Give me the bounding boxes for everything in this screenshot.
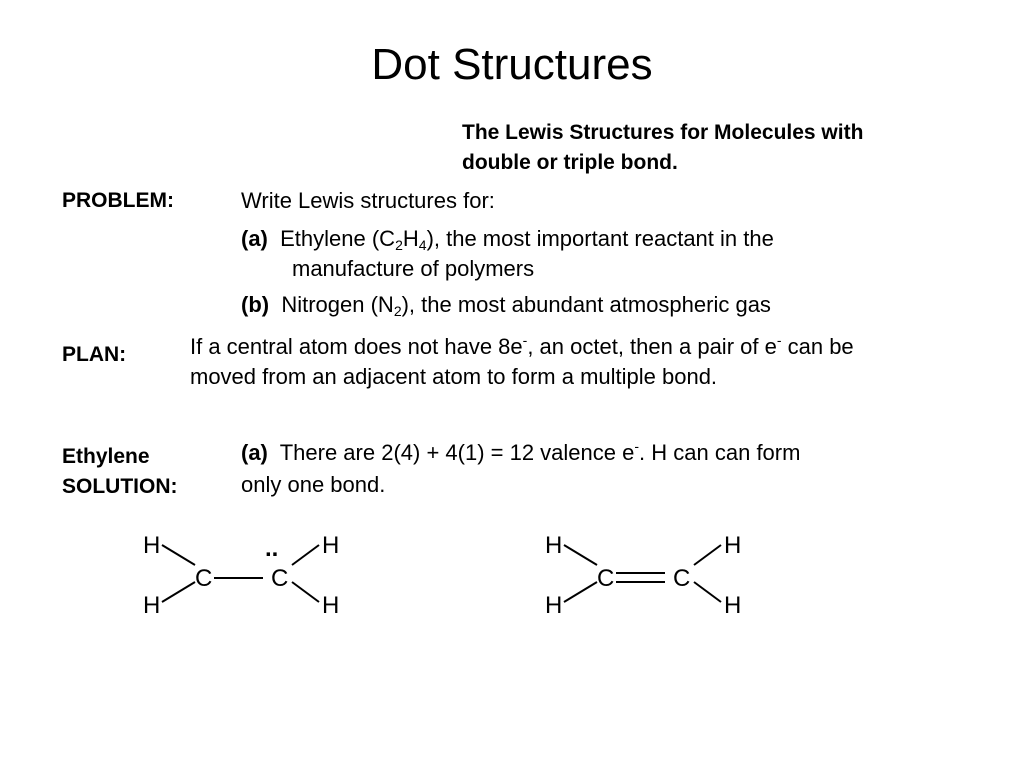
carbon-atom: C <box>673 565 691 592</box>
superscript: - <box>522 332 528 348</box>
carbon-atom: C <box>271 565 289 592</box>
plan-label: PLAN: <box>62 343 127 366</box>
hydrogen-atom: H <box>143 592 161 619</box>
hydrogen-atom: H <box>322 532 340 559</box>
plan-text: If a central atom does not have 8e <box>190 334 523 359</box>
single-bond <box>162 545 195 565</box>
page-title: Dot Structures <box>371 40 653 89</box>
item-marker: (a) <box>241 226 268 251</box>
carbon-atom: C <box>195 565 213 592</box>
subscript: 2 <box>393 303 402 319</box>
solution-label-2: SOLUTION: <box>62 475 178 498</box>
ethylene-structure-double-bond <box>545 532 741 619</box>
hydrogen-atom: H <box>545 592 563 619</box>
hydrogen-atom: H <box>322 592 340 619</box>
single-bond <box>694 545 721 565</box>
single-bond <box>694 582 721 602</box>
item-marker: (a) <box>241 440 268 465</box>
item-text: H <box>402 226 419 251</box>
solution-text: . H can can form <box>639 440 801 465</box>
problem-item-a-line2: manufacture of polymers <box>292 256 535 281</box>
subscript: 2 <box>395 237 403 253</box>
superscript: - <box>634 438 640 454</box>
plan-line-2: moved from an adjacent atom to form a multiple bond. <box>190 364 718 389</box>
hydrogen-atom: H <box>724 532 742 559</box>
lone-pair: .. <box>265 535 279 562</box>
solution-label-1: Ethylene <box>62 445 150 468</box>
item-marker: (b) <box>241 292 270 317</box>
ethylene-structure-incomplete <box>143 532 339 619</box>
item-text: Nitrogen (N <box>281 292 394 317</box>
hydrogen-atom: H <box>143 532 161 559</box>
solution-text: There are 2(4) + 4(1) = 12 valence e <box>279 440 635 465</box>
subscript: 4 <box>418 237 427 253</box>
item-text: ), the most important reactant in the <box>426 226 774 251</box>
single-bond <box>564 582 597 602</box>
problem-intro: Write Lewis structures for: <box>241 188 495 213</box>
hydrogen-atom: H <box>545 532 563 559</box>
superscript: - <box>776 332 782 348</box>
problem-label: PROBLEM: <box>62 189 174 212</box>
solution-line-2: only one bond. <box>241 472 386 497</box>
single-bond <box>292 545 319 565</box>
item-text: ), the most abundant atmospheric gas <box>401 292 771 317</box>
plan-text: can be <box>781 334 854 359</box>
carbon-atom: C <box>597 565 615 592</box>
subtitle-line-2: double or triple bond. <box>462 151 678 174</box>
single-bond <box>292 582 319 602</box>
subtitle-line-1: The Lewis Structures for Molecules with <box>462 121 864 144</box>
item-text: Ethylene (C <box>280 226 396 251</box>
plan-text: , an octet, then a pair of e <box>527 334 777 359</box>
single-bond <box>564 545 597 565</box>
hydrogen-atom: H <box>724 592 742 619</box>
single-bond <box>162 582 195 602</box>
